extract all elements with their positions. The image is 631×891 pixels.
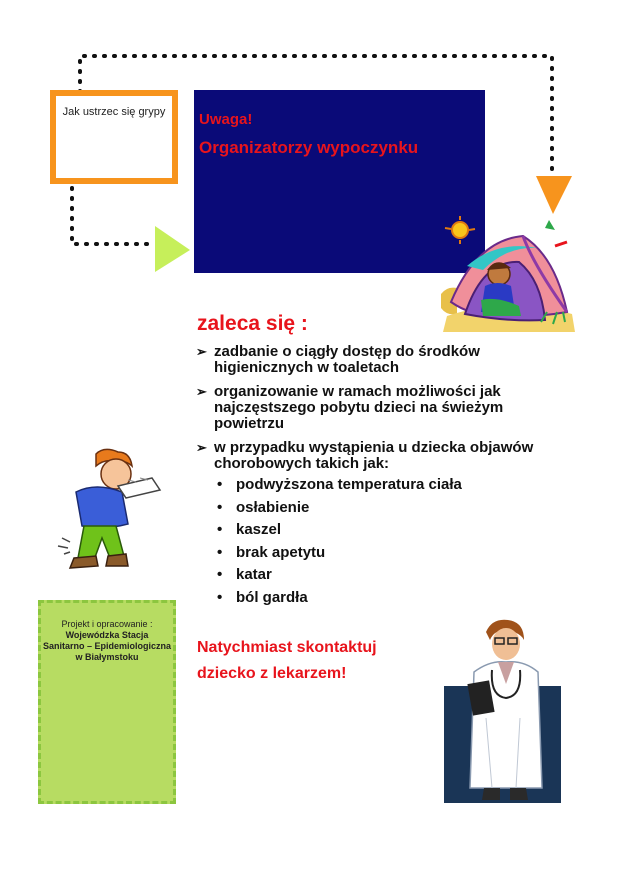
dot-icon: •	[217, 588, 223, 606]
dot-icon: •	[217, 476, 223, 493]
recommendation-text: zadbanie o ciągły dostęp do środków higienicznych w toaletach	[214, 343, 480, 376]
list-item	[216, 520, 462, 543]
warning-label: Uwaga!	[199, 111, 253, 128]
list-item	[196, 440, 556, 472]
dot-icon: •	[217, 521, 223, 538]
recommendation-list	[196, 344, 556, 480]
doctor-clipart	[462, 618, 546, 806]
topic-title: Jak ustrzec się grypy	[62, 106, 166, 118]
tent-clipart	[437, 216, 579, 338]
list-item	[216, 498, 462, 521]
arrow-right-icon: ➢	[196, 384, 207, 399]
list-item	[196, 344, 556, 376]
credits-org-line3: w Białymstoku	[75, 652, 139, 662]
symptom-text: ból gardła	[236, 588, 308, 606]
audience-title: Organizatorzy wypoczynku	[199, 138, 419, 157]
credits-label: Projekt i opracowanie :	[61, 619, 153, 629]
callout-text: Natychmiast skontaktuj dziecko z lekarzem!	[197, 639, 377, 682]
topic-box	[50, 90, 178, 184]
credits-org-line1: Wojewódzka Stacja	[65, 630, 149, 640]
symptom-list	[216, 475, 462, 610]
recommendation-text: w przypadku wystąpienia u dziecka objawów chorobowych takich jak:	[214, 439, 534, 472]
credits-box	[38, 600, 176, 804]
sneezing-boy-clipart	[56, 448, 168, 572]
symptom-text: brak apetytu	[236, 543, 326, 561]
list-item	[196, 384, 556, 432]
orange-arrow-down-icon	[536, 176, 572, 214]
recommendations-heading: zaleca się :	[197, 312, 308, 335]
dot-icon: •	[217, 543, 223, 561]
recommendation-text: organizowanie w ramach możliwości jak najczęstszego pobytu dzieci na świeżym powietrzu	[214, 383, 504, 432]
symptom-text: katar	[236, 566, 272, 583]
dot-icon: •	[217, 498, 223, 516]
list-item	[216, 543, 462, 566]
symptom-text: kaszel	[236, 521, 282, 538]
dot-icon: •	[217, 566, 223, 583]
symptom-text: podwyższona temperatura ciała	[236, 476, 462, 493]
list-item	[216, 588, 462, 611]
list-item	[216, 565, 462, 588]
credits-org-line2: Sanitarno – Epidemiologiczna	[42, 641, 172, 651]
arrow-right-icon: ➢	[196, 440, 207, 455]
list-item	[216, 475, 462, 498]
symptom-text: osłabienie	[236, 498, 310, 516]
arrow-right-icon: ➢	[196, 344, 207, 359]
lime-arrow-right-icon	[155, 226, 190, 272]
